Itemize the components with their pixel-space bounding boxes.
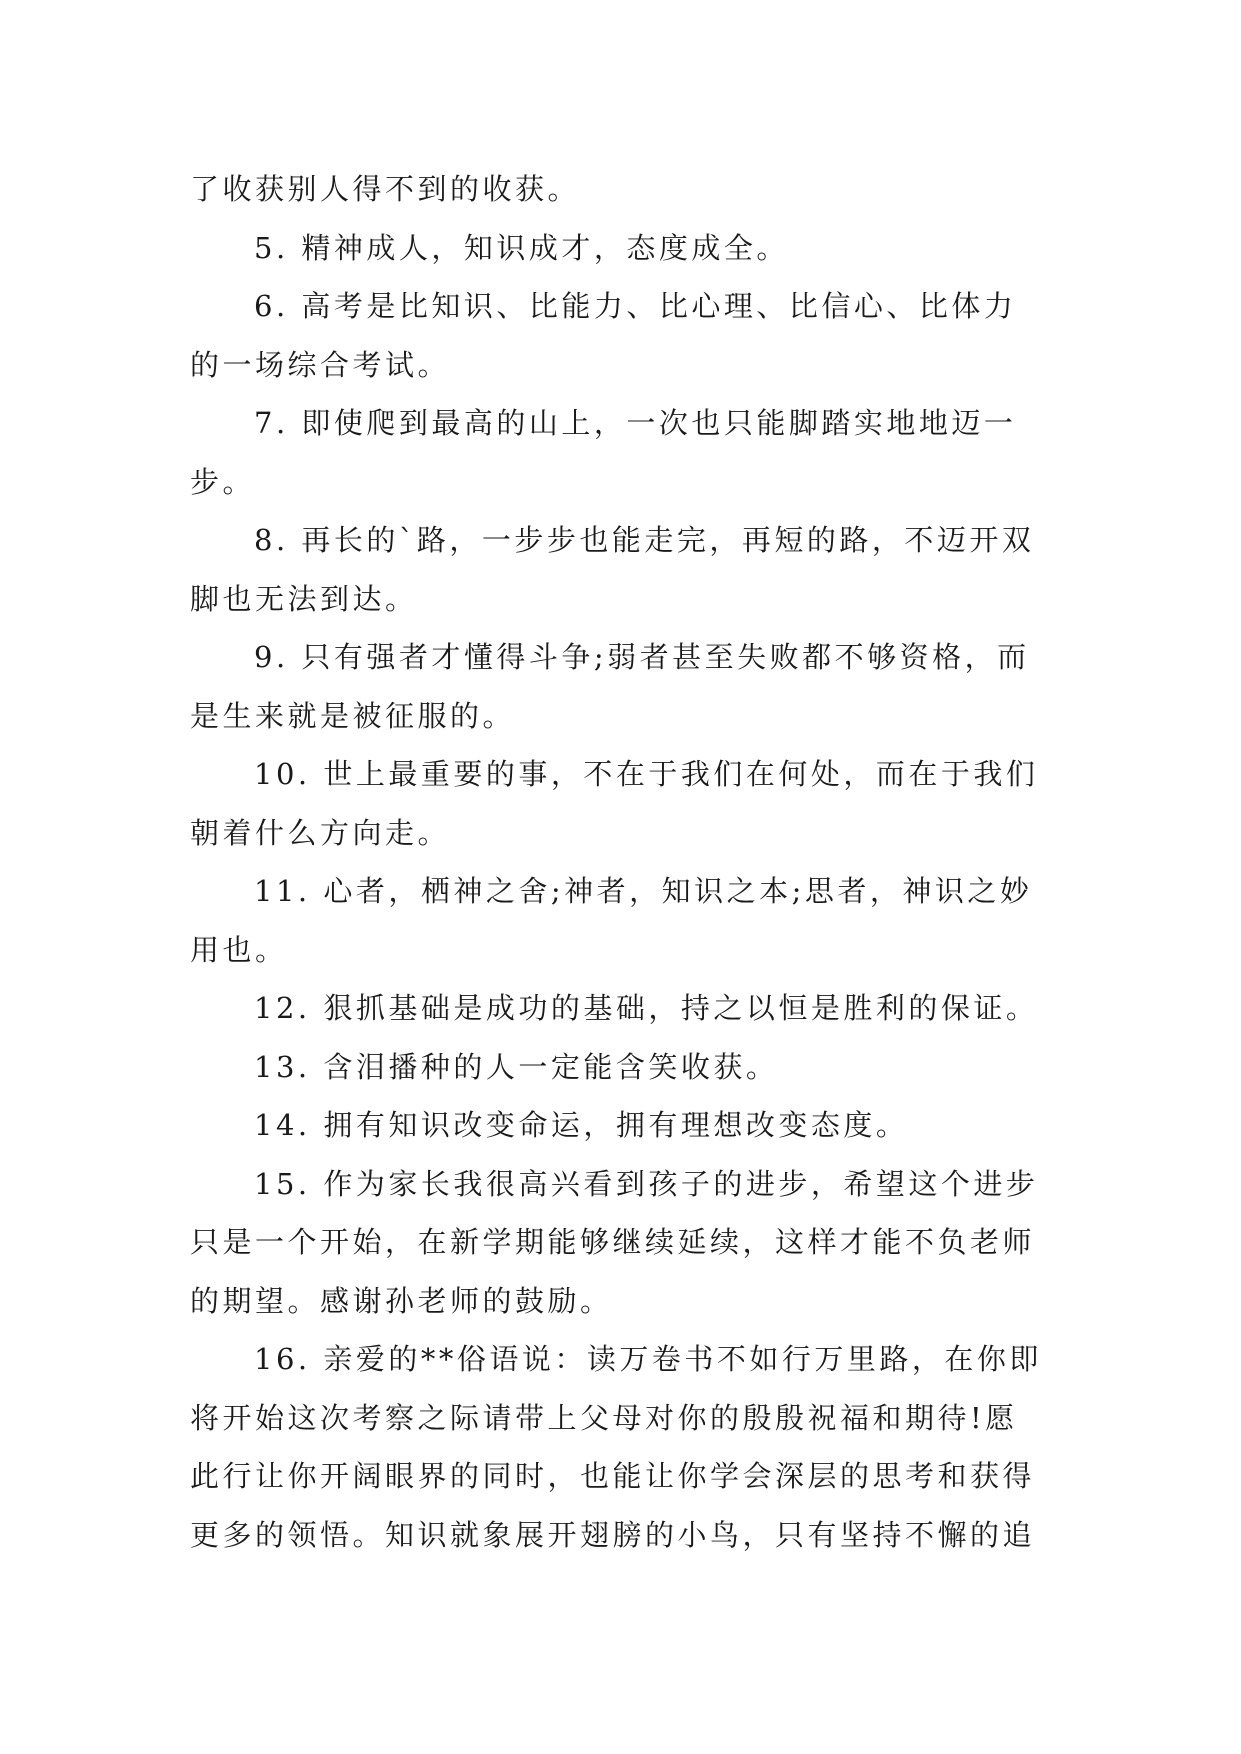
text-line: 只是一个开始，在新学期能够继续延续，这样才能不负老师: [190, 1225, 1036, 1259]
text-line: 用也。: [190, 932, 288, 967]
text-line: 13. 含泪播种的人一定能含笑收获。: [254, 1049, 779, 1084]
text-line: 是生来就是被征服的。: [190, 698, 516, 733]
text-line: 10. 世上最重要的事，不在于我们在何处，而在于我们: [254, 757, 1039, 791]
text-line: 步。: [190, 464, 256, 499]
text-line: 了收获别人得不到的收获。: [190, 172, 581, 206]
text-line: 朝着什么方向走。: [190, 815, 451, 850]
text-line: 11. 心者，栖神之舍;神者，知识之本;思者，神识之妙: [254, 874, 1033, 908]
text-line: 脚也无法到达。: [190, 581, 418, 616]
text-line: 5. 精神成人，知识成才，态度成全。: [254, 230, 789, 265]
text-line: 16. 亲爱的**俗语说：读万卷书不如行万里路，在你即: [254, 1342, 1042, 1376]
text-line: 更多的领悟。知识就象展开翅膀的小鸟，只有坚持不懈的追: [190, 1517, 1036, 1552]
document-body: [190, 160, 1070, 1564]
text-line: 的期望。感谢孙老师的鼓励。: [190, 1283, 613, 1318]
text-line: 的一场综合考试。: [190, 347, 451, 382]
text-line: 7. 即使爬到最高的山上，一次也只能脚踏实地地迈一: [254, 406, 1017, 440]
text-line: 14. 拥有知识改变命运，拥有理想改变态度。: [254, 1108, 909, 1142]
text-line: 12. 狠抓基础是成功的基础，持之以恒是胜利的保证。: [254, 991, 1039, 1025]
text-line: 15. 作为家长我很高兴看到孩子的进步，希望这个进步: [254, 1166, 1039, 1201]
text-line: 8. 再长的`路，一步步也能走完，再短的路，不迈开双: [254, 523, 1035, 557]
text-line: 将开始这次考察之际请带上父母对你的殷殷祝福和期待!愿: [190, 1400, 1018, 1435]
text-line: 6. 高考是比知识、比能力、比心理、比信心、比体力: [254, 289, 1017, 323]
text-line: 9. 只有强者才懂得斗争;弱者甚至失败都不够资格，而: [254, 640, 1030, 674]
text-line: 此行让你开阔眼界的同时，也能让你学会深层的思考和获得: [190, 1459, 1036, 1493]
